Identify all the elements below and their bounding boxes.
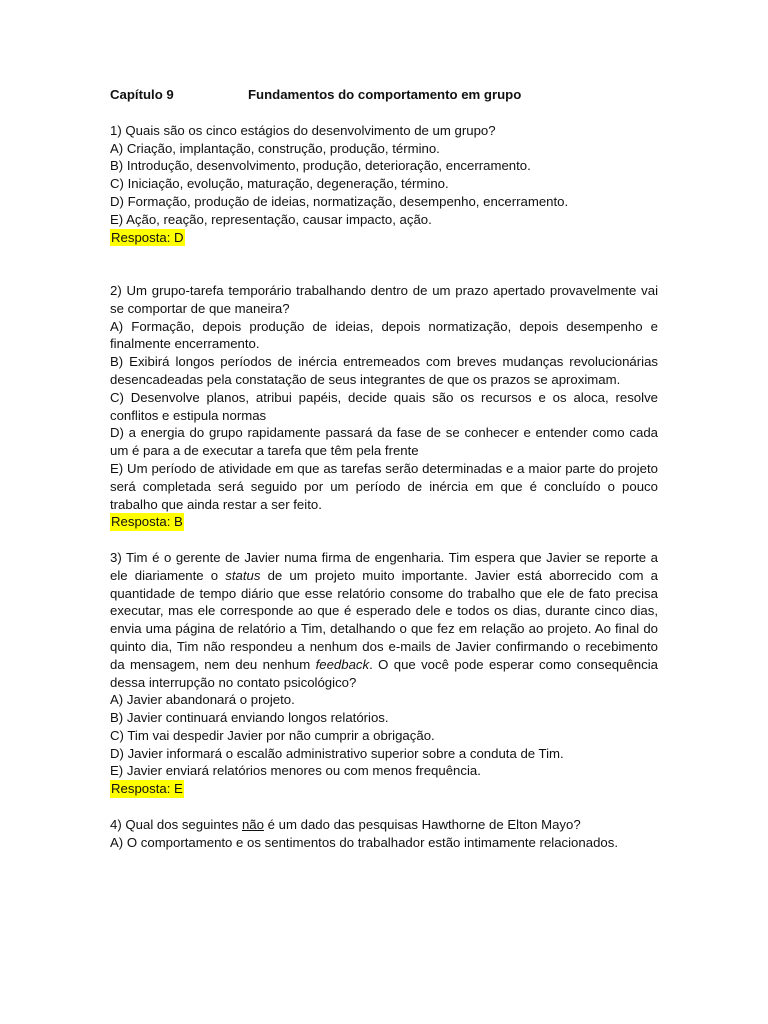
question-2-option-a: A) Formação, depois produção de ideias, depois normatização, depois desempenho e finalmente encerramento.: [110, 318, 658, 352]
question-4: [110, 816, 658, 852]
question-1-text: 1) Quais são os cinco estágios do desenvolvimento de um grupo?: [110, 122, 496, 138]
question-4-text: 4) Qual dos seguintes não é um dado das pesquisas Hawthorne de Elton Mayo?: [110, 816, 581, 832]
question-1-answer: Resposta: D: [111, 229, 184, 245]
question-3-answer: Resposta: E: [111, 781, 183, 797]
chapter-number: Capítulo 9: [110, 87, 174, 102]
document-page: [110, 86, 658, 851]
question-3-text: 3) Tim é o gerente de Javier numa firma de engenharia. Tim espera que Javier se reporte a ele diariamente o status de um projeto muito importante. Javier está aborrecido com a quantidade de tempo diário que esse relatório consome do trabalho que ele de fato precisa executar, mas ele corresponde ao que é esperado dele e todos os dias, durante cinco dias, envia uma página de relatório a Tim, detalhando o que fez em relação ao projeto. Ao final do quinto dia, Tim não respondeu a nenhum dos e-mails de Javier confirmando o recebimento da mensagem, nem deu nenhum feedback. O que você pode esperar como consequência dessa interrupção no contato psicológico?: [110, 549, 658, 690]
question-2-option-e: E) Um período de atividade em que as tarefas serão determinadas e a maior parte do projeto será completada será seguido por um período de inércia em que é concluído o pouco trabalho que ainda restar a ser feito.: [110, 460, 658, 512]
question-2: [110, 282, 658, 531]
question-2-answer: Resposta: B: [111, 514, 183, 530]
question-2-option-c: C) Desenvolve planos, atribui papéis, decide quais são os recursos e os aloca, resolve conflitos e estipula normas: [110, 389, 658, 423]
question-3-option-b: B) Javier continuará enviando longos relatórios.: [110, 710, 389, 726]
negation-underlined: não: [241, 816, 264, 832]
question-1: [110, 122, 658, 247]
question-3-option-c: C) Tim vai despedir Javier por não cumprir a obrigação.: [110, 727, 435, 743]
status-term: status: [225, 567, 261, 583]
question-1-option-e: E) Ação, reação, representação, causar impacto, ação.: [110, 211, 432, 227]
question-3: [110, 549, 658, 798]
question-2-option-b: B) Exibirá longos períodos de inércia entremeados com breves mudanças revolucionárias desencadeadas pela constatação de seus integrantes de que os prazos se aproximam.: [110, 354, 658, 387]
chapter-header: [110, 86, 658, 104]
question-4-option-a: A) O comportamento e os sentimentos do trabalhador estão intimamente relacionados.: [110, 834, 618, 850]
question-1-option-b: B) Introdução, desenvolvimento, produção, deterioração, encerramento.: [110, 158, 531, 174]
question-1-option-a: A) Criação, implantação, construção, produção, término.: [110, 140, 440, 156]
chapter-title: Fundamentos do comportamento em grupo: [248, 87, 522, 102]
feedback-term: feedback: [315, 656, 370, 672]
question-2-option-d: D) a energia do grupo rapidamente passará da fase de se conhecer e entender como cada um é para a de executar a tarefa que têm pela frente: [110, 425, 658, 459]
question-3-option-e: E) Javier enviará relatórios menores ou com menos frequência.: [110, 763, 481, 779]
question-1-option-d: D) Formação, produção de ideias, normatização, desempenho, encerramento.: [110, 193, 569, 209]
question-3-option-d: D) Javier informará o escalão administrativo superior sobre a conduta de Tim.: [110, 745, 564, 761]
question-2-text: 2) Um grupo-tarefa temporário trabalhando dentro de um prazo apertado provavelmente vai se comportar de que maneira?: [110, 282, 658, 316]
question-1-option-c: C) Iniciação, evolução, maturação, degeneração, término.: [110, 176, 449, 192]
question-3-option-a: A) Javier abandonará o projeto.: [110, 692, 295, 708]
